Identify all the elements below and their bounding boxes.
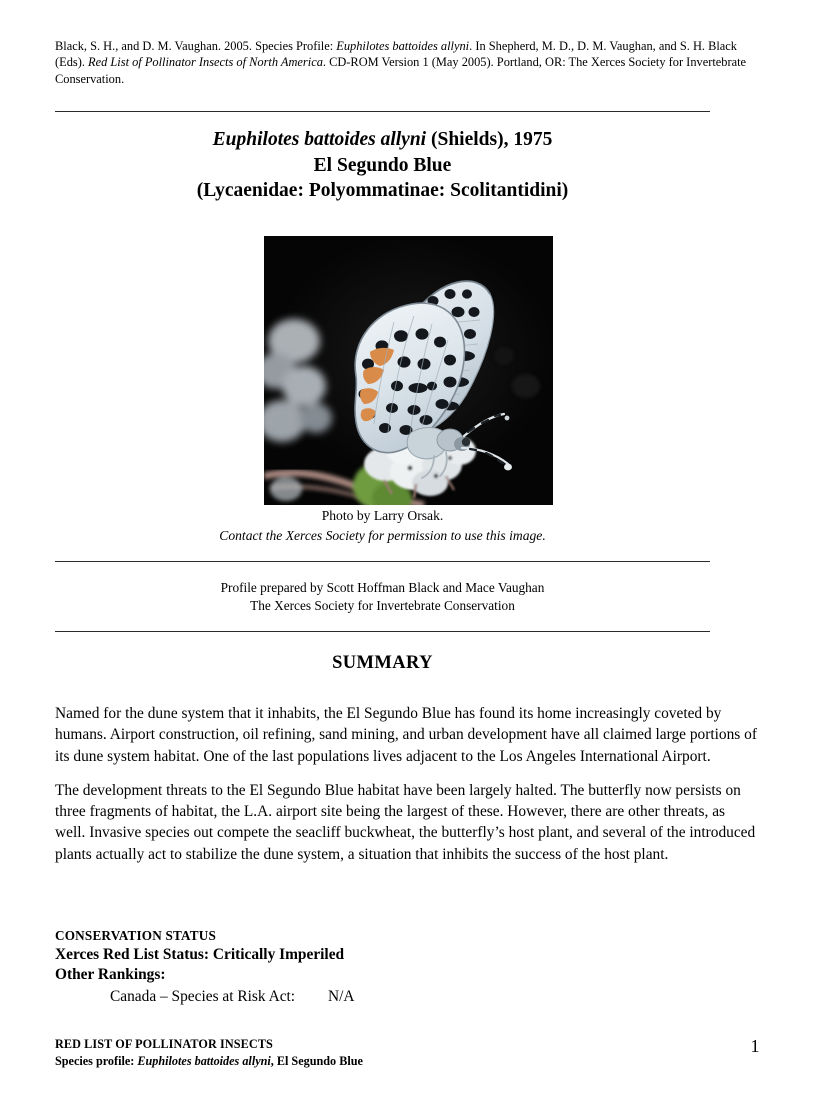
title-scientific-line [55, 127, 710, 153]
footer-prefix: Species profile: [55, 1053, 138, 1068]
summary-body [55, 703, 759, 878]
footer-suffix: , El Segundo Blue [270, 1053, 363, 1068]
summary-heading: SUMMARY [332, 653, 433, 673]
citation-block [55, 38, 755, 87]
photo-permission-line: Contact the Xerces Society for permission to use this image. [219, 527, 546, 543]
other-rankings-label: Other Rankings: [55, 966, 166, 984]
butterfly-photo-illustration [264, 236, 553, 505]
title-authority: (Shields), 1975 [426, 129, 553, 150]
divider-bottom [55, 631, 710, 632]
divider-top [55, 111, 710, 112]
summary-paragraph-1: Named for the dune system that it inhabits, the El Segundo Blue has found its home increasingly coveted by humans. Airport construction, oil refining, sand mining, and urban development have all claimed large portions of its dune system habitat. One of the last populations lives adjacent to the Los Angeles International Airport. [55, 705, 757, 765]
title-taxonomy: (Lycaenidae: Polyommatinae: Scolitantidini) [196, 180, 569, 202]
title-block [55, 127, 710, 204]
photo-credit-block [55, 506, 710, 545]
photo-credit-line: Photo by Larry Orsak. [321, 508, 444, 523]
citation-part3: . CD-ROM Version 1 (May 2005). Portland, OR: The Xerces Society for Invertebrate Conservation. [55, 55, 747, 86]
conservation-status-block [55, 927, 710, 1008]
species-photo [264, 236, 553, 505]
citation-part2: . In Shepherd, M. D., D. M. Vaughan, and S. H. Black (Eds). [55, 39, 737, 70]
citation-part1: Black, S. H., and D. M. Vaughan. 2005. Species Profile: [55, 39, 337, 53]
page-number: 1 [750, 1036, 760, 1056]
footer-title: RED LIST OF POLLINATOR INSECTS [55, 1037, 273, 1051]
prepared-by-line2: The Xerces Society for Invertebrate Conservation [250, 597, 515, 613]
prepared-by-line1: Profile prepared by Scott Hoffman Black and Mace Vaughan [220, 580, 545, 595]
ranking-value-canada: N/A [328, 987, 355, 1005]
summary-paragraph-2: The development threats to the El Segundo Blue habitat have been largely halted. The butterfly now persists on three fragments of habitat, the L.A. airport site being the largest of these. However, there are other threats, as well. Invasive species out compete the seacliff buckwheat, the butterfly’s host plant, and several of the introduced plants actually act to stabilize the dune system, a situation that inhibits the success of the host plant. [55, 781, 756, 863]
divider-middle [55, 561, 710, 562]
title-scientific-name: Euphilotes battoides allyni [212, 129, 427, 150]
footer-species-italic: Euphilotes battoides allyni [137, 1053, 271, 1068]
footer-species-line [55, 1053, 710, 1070]
citation-species-italic: Euphilotes battoides allyni [336, 39, 470, 53]
conservation-status-heading: CONSERVATION STATUS [55, 928, 217, 943]
xerces-red-list-status: Xerces Red List Status: Critically Imperiled [55, 945, 345, 963]
title-common-name: El Segundo Blue [313, 154, 452, 176]
ranking-row [55, 987, 710, 1008]
page-footer [55, 1036, 710, 1069]
citation-title-italic: Red List of Pollinator Insects of North America [88, 55, 323, 70]
prepared-by-block [55, 579, 710, 615]
ranking-label-canada: Canada – Species at Risk Act: [110, 987, 296, 1005]
